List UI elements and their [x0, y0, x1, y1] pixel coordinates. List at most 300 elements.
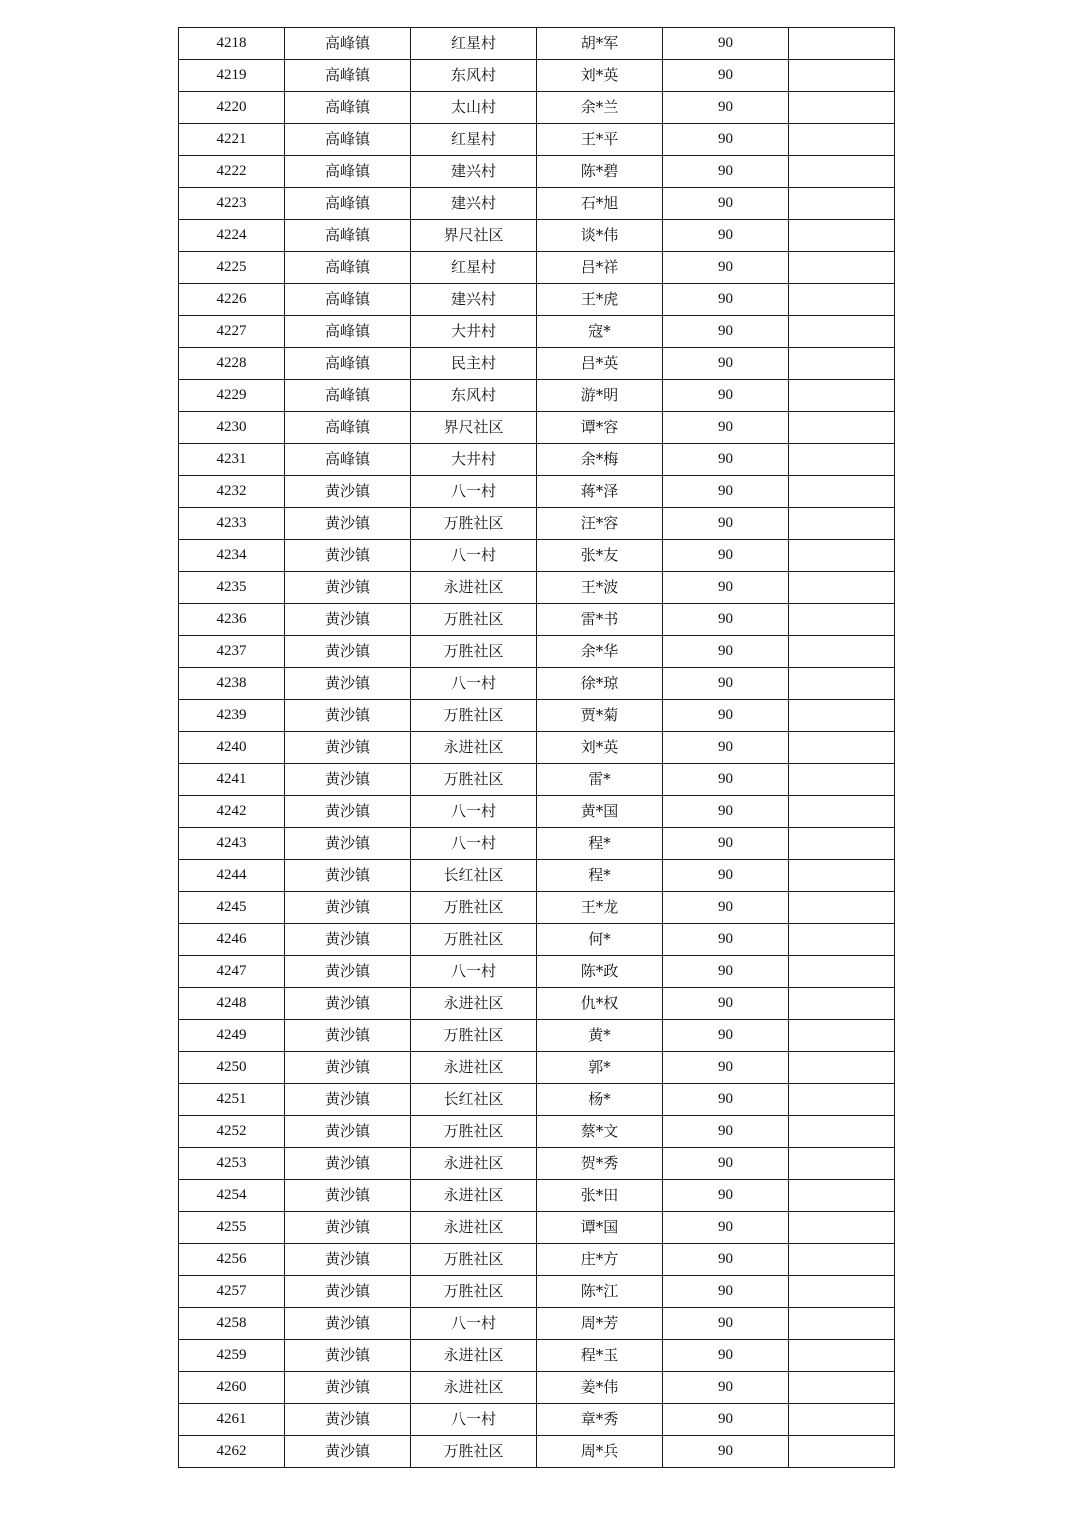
cell-town: 黄沙镇 — [285, 796, 411, 828]
cell-village: 太山村 — [411, 92, 537, 124]
cell-town: 高峰镇 — [285, 188, 411, 220]
cell-town: 黄沙镇 — [285, 828, 411, 860]
cell-town: 高峰镇 — [285, 92, 411, 124]
cell-town: 黄沙镇 — [285, 924, 411, 956]
table-row — [179, 444, 895, 476]
cell-person-name: 刘*英 — [537, 60, 663, 92]
table-row — [179, 124, 895, 156]
cell-score: 90 — [663, 668, 789, 700]
cell-remark — [789, 380, 895, 412]
cell-serial-number: 4222 — [179, 156, 285, 188]
cell-remark — [789, 1020, 895, 1052]
cell-serial-number: 4218 — [179, 28, 285, 60]
cell-remark — [789, 1084, 895, 1116]
cell-serial-number: 4253 — [179, 1148, 285, 1180]
cell-remark — [789, 988, 895, 1020]
cell-person-name: 寇* — [537, 316, 663, 348]
cell-serial-number: 4240 — [179, 732, 285, 764]
cell-score: 90 — [663, 860, 789, 892]
cell-village: 大井村 — [411, 444, 537, 476]
cell-serial-number: 4248 — [179, 988, 285, 1020]
table-row — [179, 988, 895, 1020]
cell-remark — [789, 252, 895, 284]
table-row — [179, 732, 895, 764]
cell-village: 永进社区 — [411, 1372, 537, 1404]
cell-remark — [789, 124, 895, 156]
table-row — [179, 1180, 895, 1212]
cell-person-name: 雷*书 — [537, 604, 663, 636]
cell-village: 八一村 — [411, 956, 537, 988]
table-row — [179, 252, 895, 284]
cell-remark — [789, 1116, 895, 1148]
cell-town: 黄沙镇 — [285, 1404, 411, 1436]
cell-town: 黄沙镇 — [285, 988, 411, 1020]
cell-village: 万胜社区 — [411, 1116, 537, 1148]
cell-score: 90 — [663, 252, 789, 284]
cell-village: 永进社区 — [411, 732, 537, 764]
cell-score: 90 — [663, 188, 789, 220]
cell-person-name: 章*秀 — [537, 1404, 663, 1436]
cell-score: 90 — [663, 1308, 789, 1340]
cell-town: 高峰镇 — [285, 220, 411, 252]
table-row — [179, 892, 895, 924]
cell-remark — [789, 284, 895, 316]
cell-serial-number: 4247 — [179, 956, 285, 988]
cell-village: 永进社区 — [411, 1052, 537, 1084]
cell-score: 90 — [663, 1372, 789, 1404]
cell-score: 90 — [663, 700, 789, 732]
cell-person-name: 仇*权 — [537, 988, 663, 1020]
cell-village: 万胜社区 — [411, 1436, 537, 1468]
cell-village: 永进社区 — [411, 1148, 537, 1180]
cell-serial-number: 4229 — [179, 380, 285, 412]
table-row — [179, 764, 895, 796]
cell-village: 八一村 — [411, 828, 537, 860]
cell-remark — [789, 956, 895, 988]
cell-serial-number: 4239 — [179, 700, 285, 732]
cell-remark — [789, 1340, 895, 1372]
cell-village: 八一村 — [411, 540, 537, 572]
cell-person-name: 程* — [537, 860, 663, 892]
table-row — [179, 604, 895, 636]
cell-serial-number: 4256 — [179, 1244, 285, 1276]
cell-serial-number: 4228 — [179, 348, 285, 380]
cell-remark — [789, 412, 895, 444]
cell-serial-number: 4224 — [179, 220, 285, 252]
cell-village: 万胜社区 — [411, 924, 537, 956]
table-row — [179, 1212, 895, 1244]
cell-remark — [789, 796, 895, 828]
cell-score: 90 — [663, 1212, 789, 1244]
table-row — [179, 1244, 895, 1276]
table-row — [179, 700, 895, 732]
cell-score: 90 — [663, 220, 789, 252]
cell-score: 90 — [663, 60, 789, 92]
cell-serial-number: 4219 — [179, 60, 285, 92]
cell-village: 万胜社区 — [411, 1020, 537, 1052]
cell-score: 90 — [663, 1052, 789, 1084]
cell-serial-number: 4227 — [179, 316, 285, 348]
cell-remark — [789, 1148, 895, 1180]
table-row — [179, 636, 895, 668]
cell-remark — [789, 892, 895, 924]
table-row — [179, 476, 895, 508]
cell-town: 黄沙镇 — [285, 604, 411, 636]
cell-person-name: 周*兵 — [537, 1436, 663, 1468]
cell-serial-number: 4236 — [179, 604, 285, 636]
cell-serial-number: 4225 — [179, 252, 285, 284]
cell-remark — [789, 188, 895, 220]
cell-remark — [789, 572, 895, 604]
cell-person-name: 贺*秀 — [537, 1148, 663, 1180]
cell-village: 永进社区 — [411, 988, 537, 1020]
cell-serial-number: 4242 — [179, 796, 285, 828]
cell-village: 八一村 — [411, 1404, 537, 1436]
cell-person-name: 蒋*泽 — [537, 476, 663, 508]
cell-village: 万胜社区 — [411, 700, 537, 732]
cell-town: 黄沙镇 — [285, 1244, 411, 1276]
table-row — [179, 348, 895, 380]
cell-town: 黄沙镇 — [285, 476, 411, 508]
table-row — [179, 1020, 895, 1052]
cell-town: 高峰镇 — [285, 380, 411, 412]
table-row — [179, 60, 895, 92]
cell-remark — [789, 156, 895, 188]
cell-village: 长红社区 — [411, 1084, 537, 1116]
cell-town: 黄沙镇 — [285, 540, 411, 572]
table-row — [179, 924, 895, 956]
cell-town: 高峰镇 — [285, 444, 411, 476]
cell-person-name: 王*平 — [537, 124, 663, 156]
table-row — [179, 220, 895, 252]
cell-score: 90 — [663, 924, 789, 956]
cell-serial-number: 4252 — [179, 1116, 285, 1148]
cell-person-name: 谭*容 — [537, 412, 663, 444]
cell-serial-number: 4233 — [179, 508, 285, 540]
cell-serial-number: 4261 — [179, 1404, 285, 1436]
cell-village: 红星村 — [411, 252, 537, 284]
cell-serial-number: 4237 — [179, 636, 285, 668]
cell-person-name: 周*芳 — [537, 1308, 663, 1340]
cell-person-name: 徐*琼 — [537, 668, 663, 700]
cell-score: 90 — [663, 508, 789, 540]
cell-remark — [789, 1308, 895, 1340]
cell-town: 黄沙镇 — [285, 956, 411, 988]
cell-remark — [789, 28, 895, 60]
table-row — [179, 1340, 895, 1372]
table-row — [179, 1084, 895, 1116]
cell-score: 90 — [663, 1084, 789, 1116]
cell-person-name: 姜*伟 — [537, 1372, 663, 1404]
cell-serial-number: 4260 — [179, 1372, 285, 1404]
cell-village: 红星村 — [411, 28, 537, 60]
cell-remark — [789, 828, 895, 860]
table-row — [179, 380, 895, 412]
table-row — [179, 1404, 895, 1436]
cell-person-name: 蔡*文 — [537, 1116, 663, 1148]
cell-village: 永进社区 — [411, 572, 537, 604]
table-row — [179, 1308, 895, 1340]
cell-serial-number: 4232 — [179, 476, 285, 508]
cell-town: 黄沙镇 — [285, 572, 411, 604]
cell-score: 90 — [663, 604, 789, 636]
cell-person-name: 余*华 — [537, 636, 663, 668]
table-row — [179, 1436, 895, 1468]
cell-person-name: 郭* — [537, 1052, 663, 1084]
cell-remark — [789, 540, 895, 572]
cell-score: 90 — [663, 316, 789, 348]
cell-person-name: 吕*英 — [537, 348, 663, 380]
cell-score: 90 — [663, 636, 789, 668]
cell-score: 90 — [663, 540, 789, 572]
cell-score: 90 — [663, 380, 789, 412]
cell-person-name: 程* — [537, 828, 663, 860]
table-row — [179, 156, 895, 188]
cell-remark — [789, 924, 895, 956]
cell-village: 建兴村 — [411, 156, 537, 188]
cell-town: 高峰镇 — [285, 316, 411, 348]
cell-town: 黄沙镇 — [285, 700, 411, 732]
cell-serial-number: 4221 — [179, 124, 285, 156]
cell-remark — [789, 1180, 895, 1212]
cell-serial-number: 4230 — [179, 412, 285, 444]
table-row — [179, 860, 895, 892]
cell-town: 黄沙镇 — [285, 1372, 411, 1404]
cell-person-name: 石*旭 — [537, 188, 663, 220]
table-row — [179, 1276, 895, 1308]
cell-village: 永进社区 — [411, 1180, 537, 1212]
cell-person-name: 刘*英 — [537, 732, 663, 764]
cell-serial-number: 4231 — [179, 444, 285, 476]
cell-remark — [789, 92, 895, 124]
cell-remark — [789, 348, 895, 380]
table-row — [179, 1372, 895, 1404]
cell-serial-number: 4249 — [179, 1020, 285, 1052]
cell-village: 红星村 — [411, 124, 537, 156]
cell-person-name: 王*波 — [537, 572, 663, 604]
cell-person-name: 吕*祥 — [537, 252, 663, 284]
cell-score: 90 — [663, 1180, 789, 1212]
cell-serial-number: 4235 — [179, 572, 285, 604]
cell-remark — [789, 1052, 895, 1084]
cell-person-name: 陈*江 — [537, 1276, 663, 1308]
cell-village: 万胜社区 — [411, 1244, 537, 1276]
cell-score: 90 — [663, 956, 789, 988]
cell-remark — [789, 668, 895, 700]
cell-remark — [789, 1436, 895, 1468]
cell-person-name: 王*龙 — [537, 892, 663, 924]
cell-person-name: 汪*容 — [537, 508, 663, 540]
cell-remark — [789, 732, 895, 764]
cell-person-name: 陈*碧 — [537, 156, 663, 188]
cell-town: 黄沙镇 — [285, 1340, 411, 1372]
cell-serial-number: 4245 — [179, 892, 285, 924]
cell-town: 高峰镇 — [285, 60, 411, 92]
cell-village: 八一村 — [411, 1308, 537, 1340]
cell-town: 黄沙镇 — [285, 1052, 411, 1084]
table-row — [179, 508, 895, 540]
cell-score: 90 — [663, 732, 789, 764]
cell-score: 90 — [663, 572, 789, 604]
cell-town: 黄沙镇 — [285, 1116, 411, 1148]
cell-town: 黄沙镇 — [285, 1308, 411, 1340]
cell-serial-number: 4234 — [179, 540, 285, 572]
roster-table — [178, 27, 895, 1468]
table-row — [179, 956, 895, 988]
cell-village: 八一村 — [411, 796, 537, 828]
cell-remark — [789, 508, 895, 540]
cell-serial-number: 4251 — [179, 1084, 285, 1116]
cell-town: 黄沙镇 — [285, 1084, 411, 1116]
table-row — [179, 188, 895, 220]
table-row — [179, 316, 895, 348]
cell-score: 90 — [663, 828, 789, 860]
cell-score: 90 — [663, 1436, 789, 1468]
cell-person-name: 胡*军 — [537, 28, 663, 60]
cell-town: 黄沙镇 — [285, 1180, 411, 1212]
cell-person-name: 程*玉 — [537, 1340, 663, 1372]
cell-person-name: 黄*国 — [537, 796, 663, 828]
table-row — [179, 668, 895, 700]
cell-town: 黄沙镇 — [285, 668, 411, 700]
cell-town: 黄沙镇 — [285, 508, 411, 540]
cell-town: 黄沙镇 — [285, 860, 411, 892]
cell-village: 长红社区 — [411, 860, 537, 892]
cell-remark — [789, 1404, 895, 1436]
cell-remark — [789, 764, 895, 796]
cell-score: 90 — [663, 92, 789, 124]
cell-score: 90 — [663, 412, 789, 444]
cell-score: 90 — [663, 1116, 789, 1148]
cell-serial-number: 4255 — [179, 1212, 285, 1244]
cell-remark — [789, 700, 895, 732]
cell-town: 高峰镇 — [285, 156, 411, 188]
cell-person-name: 谈*伟 — [537, 220, 663, 252]
cell-score: 90 — [663, 476, 789, 508]
cell-person-name: 谭*国 — [537, 1212, 663, 1244]
cell-village: 民主村 — [411, 348, 537, 380]
cell-remark — [789, 636, 895, 668]
cell-village: 永进社区 — [411, 1340, 537, 1372]
cell-score: 90 — [663, 1404, 789, 1436]
cell-village: 八一村 — [411, 476, 537, 508]
cell-town: 高峰镇 — [285, 124, 411, 156]
cell-person-name: 贾*菊 — [537, 700, 663, 732]
table-row — [179, 92, 895, 124]
table-row — [179, 412, 895, 444]
cell-village: 万胜社区 — [411, 508, 537, 540]
cell-person-name: 余*兰 — [537, 92, 663, 124]
cell-village: 建兴村 — [411, 188, 537, 220]
cell-town: 黄沙镇 — [285, 892, 411, 924]
cell-town: 高峰镇 — [285, 252, 411, 284]
cell-person-name: 张*田 — [537, 1180, 663, 1212]
cell-village: 界尺社区 — [411, 412, 537, 444]
cell-town: 黄沙镇 — [285, 1020, 411, 1052]
cell-remark — [789, 604, 895, 636]
cell-village: 界尺社区 — [411, 220, 537, 252]
cell-person-name: 雷* — [537, 764, 663, 796]
cell-person-name: 陈*政 — [537, 956, 663, 988]
cell-person-name: 余*梅 — [537, 444, 663, 476]
cell-serial-number: 4220 — [179, 92, 285, 124]
table-row — [179, 28, 895, 60]
table-row — [179, 572, 895, 604]
cell-remark — [789, 1212, 895, 1244]
cell-person-name: 王*虎 — [537, 284, 663, 316]
cell-serial-number: 4262 — [179, 1436, 285, 1468]
cell-village: 东风村 — [411, 380, 537, 412]
table-row — [179, 796, 895, 828]
cell-town: 黄沙镇 — [285, 1148, 411, 1180]
cell-village: 永进社区 — [411, 1212, 537, 1244]
cell-serial-number: 4226 — [179, 284, 285, 316]
cell-person-name: 张*友 — [537, 540, 663, 572]
cell-remark — [789, 220, 895, 252]
cell-town: 黄沙镇 — [285, 1212, 411, 1244]
cell-score: 90 — [663, 124, 789, 156]
cell-person-name: 庄*方 — [537, 1244, 663, 1276]
cell-village: 大井村 — [411, 316, 537, 348]
cell-serial-number: 4243 — [179, 828, 285, 860]
cell-score: 90 — [663, 988, 789, 1020]
cell-score: 90 — [663, 1244, 789, 1276]
cell-score: 90 — [663, 28, 789, 60]
cell-remark — [789, 1276, 895, 1308]
cell-serial-number: 4223 — [179, 188, 285, 220]
cell-score: 90 — [663, 764, 789, 796]
cell-town: 高峰镇 — [285, 284, 411, 316]
cell-score: 90 — [663, 444, 789, 476]
cell-town: 黄沙镇 — [285, 1436, 411, 1468]
cell-serial-number: 4238 — [179, 668, 285, 700]
cell-score: 90 — [663, 1020, 789, 1052]
cell-village: 万胜社区 — [411, 764, 537, 796]
cell-town: 黄沙镇 — [285, 764, 411, 796]
cell-score: 90 — [663, 284, 789, 316]
cell-score: 90 — [663, 1148, 789, 1180]
cell-town: 高峰镇 — [285, 412, 411, 444]
cell-town: 黄沙镇 — [285, 732, 411, 764]
cell-village: 八一村 — [411, 668, 537, 700]
table-row — [179, 1148, 895, 1180]
cell-score: 90 — [663, 1340, 789, 1372]
roster-table-body — [179, 28, 895, 1468]
cell-serial-number: 4259 — [179, 1340, 285, 1372]
cell-remark — [789, 444, 895, 476]
cell-serial-number: 4244 — [179, 860, 285, 892]
cell-village: 万胜社区 — [411, 892, 537, 924]
cell-remark — [789, 60, 895, 92]
cell-village: 建兴村 — [411, 284, 537, 316]
cell-serial-number: 4246 — [179, 924, 285, 956]
cell-person-name: 游*明 — [537, 380, 663, 412]
cell-score: 90 — [663, 156, 789, 188]
cell-person-name: 杨* — [537, 1084, 663, 1116]
cell-remark — [789, 860, 895, 892]
table-row — [179, 828, 895, 860]
cell-remark — [789, 1244, 895, 1276]
cell-person-name: 何* — [537, 924, 663, 956]
cell-town: 黄沙镇 — [285, 636, 411, 668]
table-row — [179, 540, 895, 572]
cell-village: 万胜社区 — [411, 636, 537, 668]
cell-town: 高峰镇 — [285, 28, 411, 60]
cell-score: 90 — [663, 348, 789, 380]
table-row — [179, 1116, 895, 1148]
cell-serial-number: 4258 — [179, 1308, 285, 1340]
cell-score: 90 — [663, 1276, 789, 1308]
